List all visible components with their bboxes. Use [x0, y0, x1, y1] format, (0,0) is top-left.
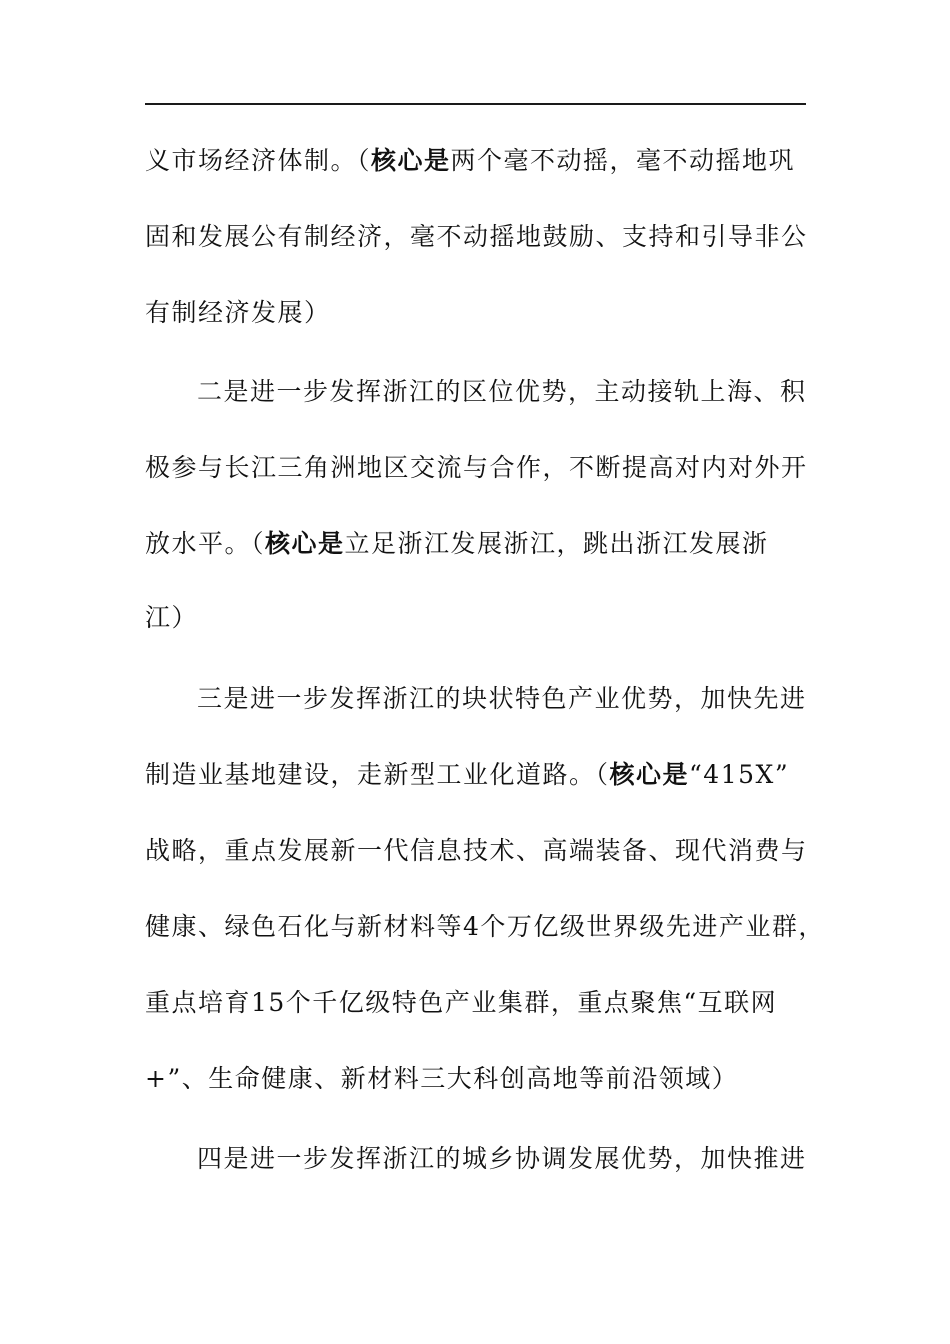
text-line — [197, 1143, 807, 1175]
text-run: 有制经济发展） — [145, 298, 331, 327]
text-line — [145, 602, 198, 634]
text-line — [145, 452, 808, 484]
text-run: 二是进一步发挥浙江的区位优势，主动接轨上海、积 — [197, 377, 807, 406]
bold-keyword: 核心是 — [265, 529, 345, 558]
text-line — [145, 297, 331, 329]
text-line — [145, 987, 777, 1019]
bold-keyword: 核心是 — [609, 760, 690, 789]
text-run: 四是进一步发挥浙江的城乡协调发展优势，加快推进 — [197, 1144, 807, 1173]
text-line — [145, 221, 808, 253]
text-run: 健康、绿色石化与新材料等4个万亿级世界级先进产业群， — [145, 912, 825, 941]
text-run: 重点培育15个千亿级特色产业集群，重点聚焦“互联网 — [145, 988, 778, 1017]
text-run: 江） — [145, 603, 199, 632]
text-run: 固和发展公有制经济，毫不动摇地鼓励、支持和引导非公 — [145, 222, 808, 251]
text-run: +”、生命健康、新材料三大科创高地等前沿领域） — [145, 1064, 739, 1093]
text-line — [197, 376, 807, 408]
text-run: 极参与长江三角洲地区交流与合作，不断提高对内对外开 — [145, 453, 808, 482]
text-line — [145, 759, 789, 791]
text-line — [145, 528, 769, 560]
text-run: 制造业基地建设，走新型工业化道路。（ — [145, 760, 610, 789]
bold-keyword: 核心是 — [371, 146, 451, 175]
text-line — [145, 911, 825, 943]
text-run: 两个毫不动摇，毫不动摇地巩 — [450, 146, 796, 175]
text-run: 义市场经济体制。（ — [145, 146, 372, 175]
text-line — [145, 145, 795, 177]
text-line — [145, 835, 808, 867]
text-line — [145, 1063, 738, 1095]
text-run: 战略，重点发展新一代信息技术、高端装备、现代消费与 — [145, 836, 808, 865]
text-run: 三是进一步发挥浙江的块状特色产业优势，加快先进 — [197, 684, 807, 713]
text-line — [197, 683, 807, 715]
header-rule — [145, 103, 806, 105]
text-run: “415X” — [689, 760, 790, 789]
text-run: 立足浙江发展浙江，跳出浙江发展浙 — [344, 529, 769, 558]
text-run: 放水平。（ — [145, 529, 266, 558]
